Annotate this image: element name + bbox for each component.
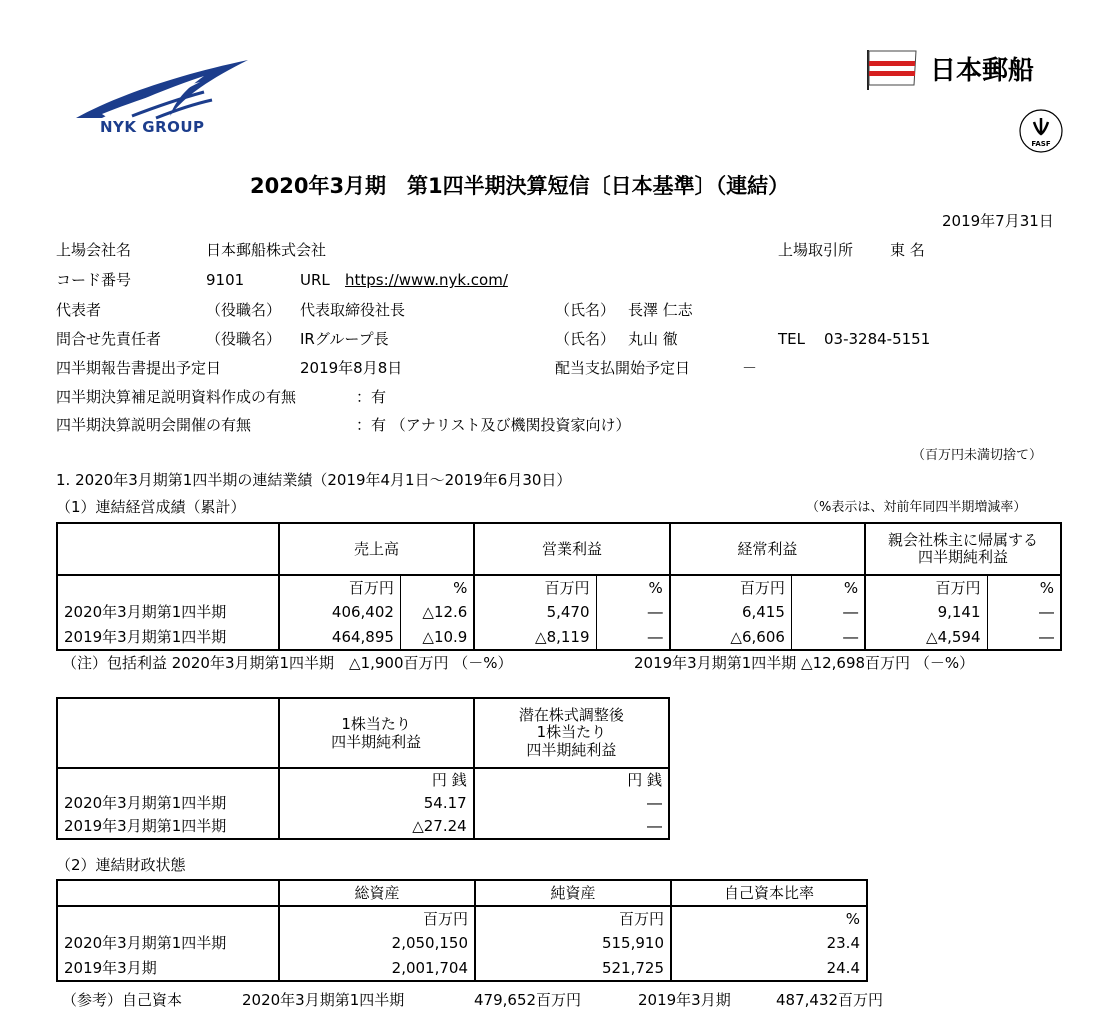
supplement-label: 四半期決算補足説明資料作成の有無 (56, 388, 297, 406)
table-row (57, 815, 669, 839)
doc-date: 2019年7月31日 (942, 212, 1054, 230)
unit-cell: 円 銭 (474, 768, 669, 791)
unit-cell: % (596, 575, 670, 600)
section1-sub1-note: （%表示は、対前年同四半期増減率） (806, 500, 1027, 515)
fasf-seal (1018, 108, 1064, 157)
corner-cell (57, 880, 279, 906)
value-cell: 515,910 (475, 931, 671, 956)
value-cell: 2,001,704 (279, 956, 475, 981)
row-label: 2019年3月期第1四半期 (64, 817, 227, 835)
operating-results-table (56, 522, 1062, 651)
reference-a-value: 479,652百万円 (474, 991, 582, 1009)
row-label: 2019年3月期 (64, 958, 157, 977)
dividend-date-label: 配当支払開始予定日 (555, 359, 691, 377)
table-row (57, 791, 669, 815)
value-cell: 521,725 (475, 956, 671, 981)
contact-name-value: 丸山 徹 (628, 330, 678, 348)
header-net-income-line1: 親会社株主に帰属する (888, 530, 1039, 549)
contact-name-label: （氏名） (555, 330, 616, 348)
value-cell: △6,606 (670, 625, 792, 650)
report-date-label: 四半期報告書提出予定日 (56, 359, 222, 377)
unit-cell: 百万円 (475, 906, 671, 931)
listed-company-label: 上場会社名 (56, 241, 132, 259)
corner-cell (57, 698, 279, 768)
exchange-label: 上場取引所 (778, 241, 854, 259)
listed-company-value: 日本郵船株式会社 (206, 241, 327, 259)
header-net-assets: 純資産 (475, 880, 671, 906)
flag-icon (864, 48, 920, 93)
unit-cell: % (671, 906, 867, 931)
value-cell: ― (791, 600, 865, 625)
unit-cell: 円 銭 (279, 768, 474, 791)
value-cell: ― (474, 815, 669, 839)
row-label: 2019年3月期第1四半期 (64, 627, 227, 646)
url-link[interactable]: https://www.nyk.com/ (345, 271, 508, 289)
code-label: コード番号 (56, 271, 132, 289)
value-cell: △4,594 (865, 625, 987, 650)
rep-name-label: （氏名） (555, 301, 616, 319)
value-cell: 2,050,150 (279, 931, 475, 956)
comprehensive-income-note-a: （注）包括利益 2020年3月期第1四半期 △1,900百万円 （－%） (62, 654, 513, 672)
contact-title-label: （役職名） (206, 330, 282, 348)
unit-cell: % (987, 575, 1061, 600)
eps-table (56, 697, 670, 840)
table-row (57, 625, 1061, 650)
header-total-assets: 総資産 (279, 880, 475, 906)
wings-icon (72, 56, 252, 122)
nyk-group-text: NYK GROUP (100, 118, 205, 136)
unit-row-label (57, 906, 279, 931)
company-brand-text: 日本郵船 (930, 56, 1035, 86)
rep-name-value: 長澤 仁志 (628, 301, 693, 319)
unit-cell: 百万円 (474, 575, 596, 600)
section1-sub1: （1）連結経営成績（累計） (56, 498, 246, 516)
rep-label: 代表者 (56, 301, 102, 319)
unit-cell: % (400, 575, 474, 600)
value-cell: ― (596, 625, 670, 650)
header-diluted-eps-line2: 1株当たり (536, 723, 607, 742)
header-diluted-eps-line3: 四半期純利益 (526, 740, 617, 759)
unit-row-label (57, 575, 279, 600)
value-cell: 54.17 (279, 791, 474, 815)
reference-label: （参考）自己資本 (62, 991, 183, 1009)
header-net-sales: 売上高 (279, 523, 475, 575)
nyk-group-logo (72, 56, 252, 125)
unit-cell: 百万円 (279, 906, 475, 931)
header-ordinary-income: 経常利益 (670, 523, 865, 575)
reference-b-value: 487,432百万円 (776, 991, 884, 1009)
reference-b-label: 2019年3月期 (638, 991, 731, 1009)
header-eps-line2: 四半期純利益 (331, 733, 422, 751)
contact-title-value: IRグループ長 (300, 330, 389, 348)
value-cell: ― (987, 600, 1061, 625)
unit-cell: 百万円 (279, 575, 401, 600)
row-label: 2020年3月期第1四半期 (64, 603, 227, 621)
contact-label: 問合せ先責任者 (56, 330, 162, 348)
report-date-value: 2019年8月8日 (300, 359, 403, 377)
unit-cell: % (791, 575, 865, 600)
rep-title-value: 代表取締役社長 (300, 301, 406, 319)
dividend-date-value: － (742, 359, 758, 377)
table-row (57, 956, 867, 981)
row-label: 2020年3月期第1四半期 (64, 793, 227, 812)
value-cell: ― (596, 600, 670, 625)
value-cell: △27.24 (279, 815, 474, 839)
value-cell: 9,141 (865, 600, 987, 625)
comprehensive-income-note-b: 2019年3月期第1四半期 △12,698百万円 （－%） (634, 654, 975, 672)
row-label: 2020年3月期第1四半期 (64, 934, 227, 952)
value-cell: 23.4 (671, 931, 867, 956)
supplement-value: ：有 (356, 388, 387, 406)
value-cell: 464,895 (279, 625, 401, 650)
section1-heading: 1. 2020年3月期第1四半期の連結業績（2019年4月1日～2019年6月30日） (56, 471, 572, 489)
code-value: 9101 (206, 271, 245, 289)
header-eps (279, 698, 474, 768)
value-cell: 6,415 (670, 600, 792, 625)
briefing-value: ：有 （アナリスト及び機関投資家向け） (356, 416, 631, 434)
financial-position-table (56, 879, 868, 982)
header-equity-ratio: 自己資本比率 (671, 880, 867, 906)
fasf-text: FASF (1031, 140, 1051, 148)
header-eps-line1: 1株当たり (341, 715, 411, 733)
section1-sub2: （2）連結財政状態 (56, 856, 186, 874)
doc-title: 2020年3月期 第1四半期決算短信〔日本基準〕（連結） (250, 174, 790, 198)
value-cell: 406,402 (279, 600, 401, 625)
value-cell: ― (791, 625, 865, 650)
briefing-label: 四半期決算説明会開催の有無 (56, 416, 252, 434)
header-diluted-eps-line1: 潜在株式調整後 (518, 706, 624, 725)
value-cell: 24.4 (671, 956, 867, 981)
header-operating-income: 営業利益 (474, 523, 669, 575)
reference-a-label: 2020年3月期第1四半期 (242, 991, 405, 1009)
rounding-note: （百万円未満切捨て） (912, 448, 1043, 463)
value-cell: 5,470 (474, 600, 596, 625)
value-cell: △8,119 (474, 625, 596, 650)
header-diluted-eps (474, 698, 669, 768)
corner-cell (57, 523, 279, 575)
value-cell: ― (987, 625, 1061, 650)
rep-title-label: （役職名） (206, 301, 282, 319)
unit-cell: 百万円 (670, 575, 792, 600)
table-row (57, 600, 1061, 625)
value-cell: △10.9 (400, 625, 474, 650)
tel-label: TEL (778, 330, 805, 348)
unit-row-label (57, 768, 279, 791)
tel-value: 03-3284-5151 (824, 330, 931, 348)
table-row (57, 931, 867, 956)
exchange-value: 東 名 (890, 241, 925, 259)
value-cell: △12.6 (400, 600, 474, 625)
value-cell: ― (474, 791, 669, 815)
header-net-income (865, 523, 1061, 575)
url-label: URL (300, 271, 330, 289)
header-net-income-line2: 四半期純利益 (918, 548, 1009, 566)
unit-cell: 百万円 (865, 575, 987, 600)
